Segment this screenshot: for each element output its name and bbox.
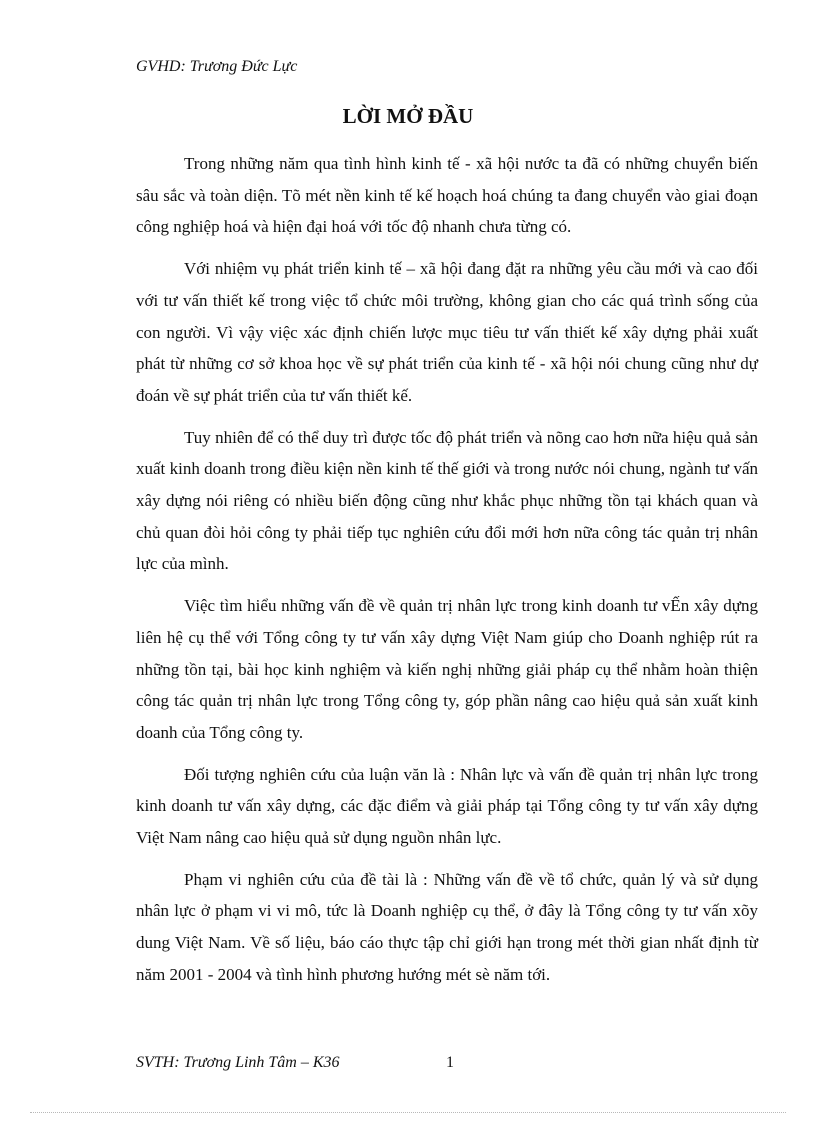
paragraph-4: Việc tìm hiểu những vấn đề về quản trị nhân lực trong kinh doanh tư vẾn xây dựng liên hệ cụ thể với Tổng công ty tư vấn xây dựng Việt Nam giúp cho Doanh nghiệp rút ra những tồn tại, bài học kinh nghiệm và kiến nghị những giải pháp cụ thể nhằm hoàn thiện công tác quản trị nhân lực trong Tổng công ty, góp phần nâng cao hiệu quả sản xuất kinh doanh của Tổng công ty. [136,596,758,742]
page-bottom-divider [30,1112,786,1113]
paragraph-2: Với nhiệm vụ phát triển kinh tế – xã hội đang đặt ra những yêu cầu mới và cao đối với tư vấn thiết kế trong việc tổ chức môi trường, không gian cho các quá trình sống của con người. Vì vậy việc xác định chiến lược mục tiêu tư vấn thiết kế xây dựng phải xuất phát từ những cơ sở khoa học về sự phát triển của kinh tế - xã hội nói chung cũng như dự đoán về sự phát triển của tư vấn thiết kế. [136,259,758,405]
page-footer [136,1054,758,1078]
paragraph-5: Đối tượng nghiên cứu của luận văn là : Nhân lực và vấn đề quản trị nhân lực trong kinh doanh tư vấn xây dựng, các đặc điểm và giải pháp tại Tổng công ty tư vấn xây dựng Việt Nam nâng cao hiệu quả sử dụng nguồn nhân lực. [136,764,758,848]
paragraph-1: Trong những năm qua tình hình kinh tế - xã hội nước ta đã có những chuyển biến sâu sắc và toàn diện. Tõ mét nền kinh tế kế hoạch hoá chúng ta đang chuyển vào giai đoạn công nghiệp hoá và hiện đại hoá với tốc độ nhanh chưa từng có. [136,154,758,237]
body-text [136,148,758,1001]
paragraph-6: Phạm vi nghiên cứu của đề tài là : Những vấn đề về tổ chức, quản lý và sử dụng nhân lực ở phạm vi vi mô, tức là Doanh nghiệp cụ thể, ở đây là Tổng công ty tư vấn xõy dung Việt Nam. Về số liệu, báo cáo thực tập chỉ giới hạn trong mét thời gian nhất định từ năm 2001 - 2004 và tình hình phương hướng mét sè năm tới. [136,869,758,984]
footer-author: SVTH: Trương Linh Tâm – K36 [136,1054,340,1071]
page-number: 1 [446,1054,454,1071]
page-title: LỜI MỞ ĐẦU [342,104,474,128]
running-header-advisor: GVHD: Trương Đức Lực [136,58,298,75]
paragraph-3: Tuy nhiên để có thể duy trì được tốc độ phát triển và nõng cao hơn nữa hiệu quả sản xuất kinh doanh trong điều kiện nền kinh tế thế giới và trong nước nói chung, ngành tư vấn xây dựng nói riêng có nhiều biến động cũng như khắc phục những tồn tại khách quan và chủ quan đòi hỏi công ty phải tiếp tục nghiên cứu đổi mới hơn nữa công tác quản trị nhân lực của mình. [136,427,758,574]
